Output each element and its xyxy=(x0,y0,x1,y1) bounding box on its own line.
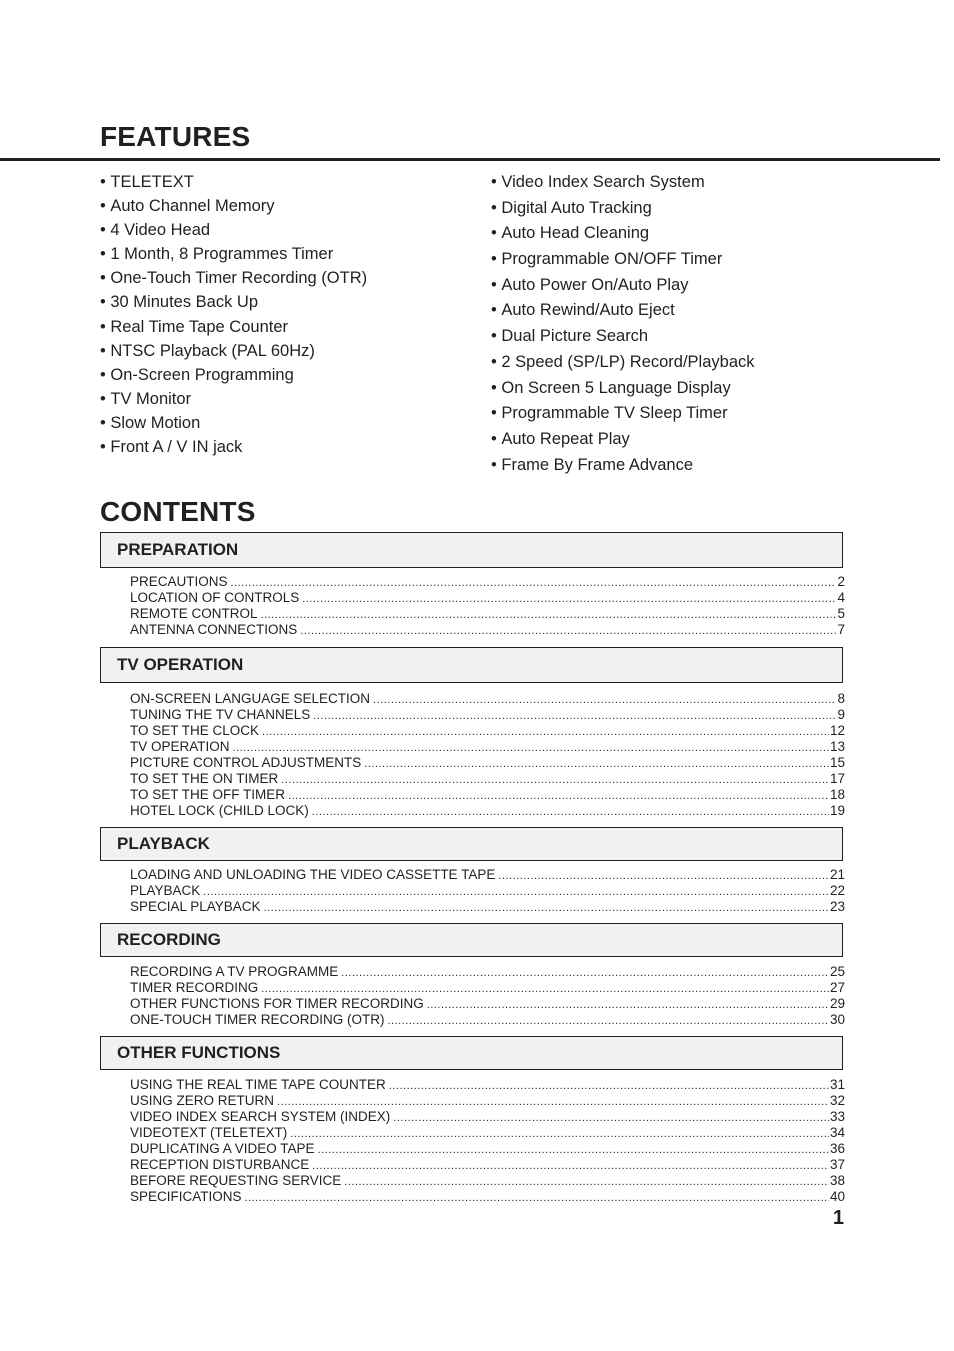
feature-item: • Auto Rewind/Auto Eject xyxy=(491,298,755,324)
features-list-right xyxy=(491,170,755,478)
toc-page: 27 xyxy=(829,980,845,995)
feature-item: • NTSC Playback (PAL 60Hz) xyxy=(100,339,367,363)
toc-page: 29 xyxy=(829,996,845,1011)
section-header-other-functions xyxy=(100,1036,843,1070)
toc-page: 30 xyxy=(829,1012,845,1027)
toc-entry[interactable] xyxy=(130,1125,845,1141)
dot-leader xyxy=(245,1190,829,1206)
feature-item: • On Screen 5 Language Display xyxy=(491,376,755,402)
toc-page: 7 xyxy=(837,622,845,637)
feature-item: • Auto Head Cleaning xyxy=(491,221,755,247)
toc-page: 13 xyxy=(829,739,845,754)
toc-label: TO SET THE ON TIMER xyxy=(130,771,279,786)
section-header-playback xyxy=(100,827,843,861)
dot-leader xyxy=(281,772,829,788)
section-header-preparation xyxy=(100,532,843,568)
feature-item: • Digital Auto Tracking xyxy=(491,196,755,222)
toc-label: VIDEOTEXT (TELETEXT) xyxy=(130,1125,288,1140)
toc-label: BEFORE REQUESTING SERVICE xyxy=(130,1173,342,1188)
features-divider xyxy=(0,158,940,161)
toc-label: ANTENNA CONNECTIONS xyxy=(130,622,298,637)
toc-page: 8 xyxy=(837,691,845,706)
contents-title: CONTENTS xyxy=(100,496,256,527)
toc-page: 22 xyxy=(829,883,845,898)
feature-item: • Programmable ON/OFF Timer xyxy=(491,247,755,273)
toc-list-playback xyxy=(130,867,845,915)
toc-page: 12 xyxy=(829,723,845,738)
toc-label: SPECIFICATIONS xyxy=(130,1189,242,1204)
toc-page: 9 xyxy=(837,707,845,722)
toc-entry[interactable] xyxy=(130,691,845,707)
toc-list-preparation xyxy=(130,574,845,638)
toc-page: 34 xyxy=(829,1125,845,1140)
dot-leader xyxy=(261,981,829,997)
feature-item: • 1 Month, 8 Programmes Timer xyxy=(100,242,367,266)
toc-label: VIDEO INDEX SEARCH SYSTEM (INDEX) xyxy=(130,1109,391,1124)
dot-leader xyxy=(344,1174,829,1190)
feature-item: • 30 Minutes Back Up xyxy=(100,290,367,314)
toc-label: DUPLICATING A VIDEO TAPE xyxy=(130,1141,315,1156)
toc-list-recording xyxy=(130,964,845,1028)
dot-leader xyxy=(393,1110,829,1126)
toc-entry[interactable] xyxy=(130,899,845,915)
toc-page: 5 xyxy=(837,606,845,621)
feature-item: • TV Monitor xyxy=(100,387,367,411)
dot-leader xyxy=(498,868,829,884)
toc-page: 40 xyxy=(829,1189,845,1204)
toc-entry[interactable] xyxy=(130,1109,845,1125)
feature-item: • Dual Picture Search xyxy=(491,324,755,350)
dot-leader xyxy=(233,740,829,756)
toc-entry[interactable] xyxy=(130,803,845,819)
toc-page: 23 xyxy=(829,899,845,914)
dot-leader xyxy=(261,607,836,623)
toc-entry[interactable] xyxy=(130,996,845,1012)
toc-page: 17 xyxy=(829,771,845,786)
toc-label: TUNING THE TV CHANNELS xyxy=(130,707,311,722)
toc-entry[interactable] xyxy=(130,787,845,803)
toc-label: TO SET THE CLOCK xyxy=(130,723,260,738)
toc-page: 25 xyxy=(829,964,845,979)
section-header-tv-operation xyxy=(100,647,843,683)
toc-page: 31 xyxy=(829,1077,845,1092)
feature-item: • Auto Channel Memory xyxy=(100,194,367,218)
toc-entry[interactable] xyxy=(130,606,845,622)
toc-label: SPECIAL PLAYBACK xyxy=(130,899,261,914)
toc-label: TO SET THE OFF TIMER xyxy=(130,787,286,802)
toc-label: PLAYBACK xyxy=(130,883,201,898)
toc-page: 33 xyxy=(829,1109,845,1124)
toc-entry[interactable] xyxy=(130,771,845,787)
toc-label: USING THE REAL TIME TAPE COUNTER xyxy=(130,1077,386,1092)
toc-label: ON-SCREEN LANGUAGE SELECTION xyxy=(130,691,371,706)
toc-entry[interactable] xyxy=(130,590,845,606)
toc-page: 38 xyxy=(829,1173,845,1188)
dot-leader xyxy=(277,1094,829,1110)
feature-item: • Slow Motion xyxy=(100,411,367,435)
toc-entry[interactable] xyxy=(130,723,845,739)
dot-leader xyxy=(288,788,829,804)
toc-label: USING ZERO RETURN xyxy=(130,1093,275,1108)
toc-page: 2 xyxy=(837,574,845,589)
feature-item: • On-Screen Programming xyxy=(100,363,367,387)
toc-page: 4 xyxy=(837,590,845,605)
toc-label: REMOTE CONTROL xyxy=(130,606,258,621)
dot-leader xyxy=(312,1158,829,1174)
toc-label: LOCATION OF CONTROLS xyxy=(130,590,300,605)
toc-list-tv-operation xyxy=(130,691,845,819)
dot-leader xyxy=(364,756,829,772)
toc-page: 36 xyxy=(829,1141,845,1156)
dot-leader xyxy=(313,708,836,724)
feature-item: • TELETEXT xyxy=(100,170,367,194)
dot-leader xyxy=(231,575,836,591)
features-list-left xyxy=(100,170,367,459)
feature-item: • Auto Power On/Auto Play xyxy=(491,273,755,299)
toc-entry[interactable] xyxy=(130,707,845,723)
dot-leader xyxy=(318,1142,829,1158)
feature-item: • Programmable TV Sleep Timer xyxy=(491,401,755,427)
feature-item: • One-Touch Timer Recording (OTR) xyxy=(100,266,367,290)
toc-label: TIMER RECORDING xyxy=(130,980,259,995)
dot-leader xyxy=(290,1126,829,1142)
dot-leader xyxy=(302,591,836,607)
toc-page: 19 xyxy=(829,803,845,818)
dot-leader xyxy=(264,900,829,916)
dot-leader xyxy=(388,1013,829,1029)
dot-leader xyxy=(427,997,829,1013)
toc-list-other-functions xyxy=(130,1077,845,1205)
section-title: RECORDING xyxy=(117,930,221,949)
toc-label: PICTURE CONTROL ADJUSTMENTS xyxy=(130,755,362,770)
feature-item: • 2 Speed (SP/LP) Record/Playback xyxy=(491,350,755,376)
dot-leader xyxy=(312,804,829,820)
toc-label: RECEPTION DISTURBANCE xyxy=(130,1157,310,1172)
dot-leader xyxy=(389,1078,829,1094)
toc-entry[interactable] xyxy=(130,755,845,771)
toc-page: 15 xyxy=(829,755,845,770)
toc-label: OTHER FUNCTIONS FOR TIMER RECORDING xyxy=(130,996,424,1011)
toc-page: 37 xyxy=(829,1157,845,1172)
toc-label: LOADING AND UNLOADING THE VIDEO CASSETTE TAPE xyxy=(130,867,496,882)
toc-entry[interactable] xyxy=(130,1077,845,1093)
toc-entry[interactable] xyxy=(130,574,845,590)
toc-entry[interactable] xyxy=(130,739,845,755)
toc-entry[interactable] xyxy=(130,1012,845,1028)
toc-label: RECORDING A TV PROGRAMME xyxy=(130,964,339,979)
page-number: 1 xyxy=(832,1207,844,1229)
feature-item: • 4 Video Head xyxy=(100,218,367,242)
dot-leader xyxy=(300,623,836,639)
section-header-recording xyxy=(100,923,843,957)
dot-leader xyxy=(341,965,829,981)
feature-item: • Front A / V IN jack xyxy=(100,435,367,459)
toc-entry[interactable] xyxy=(130,883,845,899)
toc-entry[interactable] xyxy=(130,964,845,980)
dot-leader xyxy=(373,692,836,708)
toc-entry[interactable] xyxy=(130,1093,845,1109)
toc-entry[interactable] xyxy=(130,622,845,638)
toc-label: HOTEL LOCK (CHILD LOCK) xyxy=(130,803,309,818)
toc-page: 18 xyxy=(829,787,845,802)
toc-label: TV OPERATION xyxy=(130,739,230,754)
features-title: FEATURES xyxy=(100,121,251,152)
toc-entry[interactable] xyxy=(130,1173,845,1189)
toc-entry[interactable] xyxy=(130,980,845,996)
feature-item: • Frame By Frame Advance xyxy=(491,453,755,479)
toc-entry[interactable] xyxy=(130,1157,845,1173)
feature-item: • Real Time Tape Counter xyxy=(100,315,367,339)
toc-page: 32 xyxy=(829,1093,845,1108)
toc-entry[interactable] xyxy=(130,867,845,883)
section-title: PREPARATION xyxy=(117,540,239,559)
feature-item: • Video Index Search System xyxy=(491,170,755,196)
toc-entry[interactable] xyxy=(130,1141,845,1157)
toc-entry[interactable] xyxy=(130,1189,845,1205)
toc-label: PRECAUTIONS xyxy=(130,574,228,589)
section-title: PLAYBACK xyxy=(117,834,210,853)
dot-leader xyxy=(203,884,829,900)
dot-leader xyxy=(262,724,829,740)
section-title: TV OPERATION xyxy=(117,655,244,674)
section-title: OTHER FUNCTIONS xyxy=(117,1043,281,1062)
feature-item: • Auto Repeat Play xyxy=(491,427,755,453)
toc-label: ONE-TOUCH TIMER RECORDING (OTR) xyxy=(130,1012,385,1027)
toc-page: 21 xyxy=(829,867,845,882)
